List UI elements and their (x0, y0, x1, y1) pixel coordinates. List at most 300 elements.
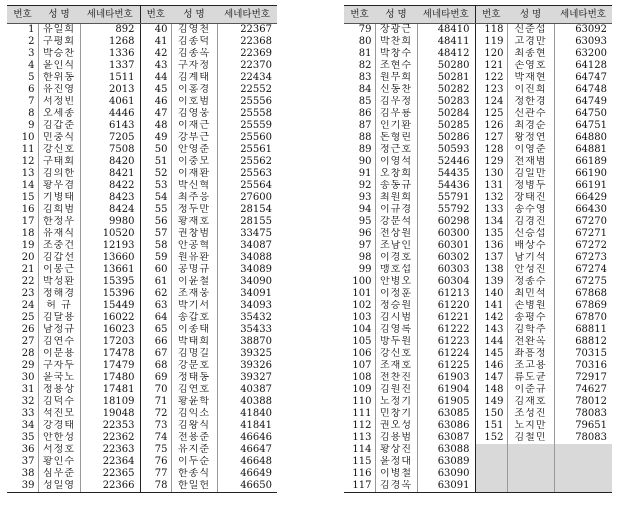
senator-id: 48410 (417, 24, 475, 37)
member-number: 85 (358, 96, 372, 107)
senator-id: 25560 (217, 132, 277, 144)
member-number: 93 (358, 192, 372, 203)
senator-id: 7205 (80, 132, 140, 144)
senator-id: 22434 (217, 72, 277, 84)
member-name: 이진희 (507, 84, 554, 96)
member-number: 150 (475, 408, 507, 420)
member-number: 114 (352, 444, 372, 455)
senator-id: 67272 (554, 240, 612, 252)
table-row (7, 120, 277, 132)
senator-id: 22368 (217, 36, 277, 48)
senator-id: 61222 (417, 324, 475, 336)
table-row (344, 108, 612, 120)
member-number: 64 (140, 312, 171, 324)
senator-id: 60298 (417, 216, 475, 228)
member-number: 67 (140, 348, 171, 360)
senator-id: 17478 (80, 348, 140, 360)
senator-id: 8422 (80, 180, 140, 192)
senator-id: 40387 (217, 384, 277, 396)
table-row (7, 420, 277, 432)
member-number: 57 (140, 228, 171, 240)
col-header-name: 성 명 (375, 6, 417, 24)
member-number: 69 (140, 372, 171, 384)
member-number: 101 (352, 288, 372, 299)
senator-id (554, 444, 612, 456)
senator-id: 17479 (80, 360, 140, 372)
table-row (7, 372, 277, 384)
senator-id: 46646 (217, 432, 277, 444)
member-number: 145 (475, 348, 507, 360)
member-name: 전재범 (507, 156, 554, 168)
member-name: 황윤학 (171, 396, 217, 408)
member-name: 송갑호 (171, 312, 217, 324)
member-number: 36 (21, 444, 35, 455)
senator-id: 17203 (80, 336, 140, 348)
col-header-senator-id: 세네타번호 (417, 6, 475, 24)
member-number: 39 (7, 480, 38, 493)
member-name: 민충식 (38, 132, 80, 144)
member-name: 한종식 (171, 468, 217, 480)
table-row (344, 348, 612, 360)
member-name: 돈형린 (375, 132, 417, 144)
member-name (507, 444, 554, 456)
table-row (7, 180, 277, 192)
member-name: 이준규 (507, 384, 554, 396)
member-name: 강부근 (171, 132, 217, 144)
member-name: 구자정 (171, 60, 217, 72)
member-name: 조남인 (375, 240, 417, 252)
member-number: 41 (140, 36, 171, 48)
member-number: 109 (352, 384, 372, 395)
member-name (507, 468, 554, 480)
member-number: 132 (475, 192, 507, 204)
member-number: 97 (358, 240, 372, 251)
member-number: 87 (358, 120, 372, 131)
member-name: 김경진 (507, 216, 554, 228)
senator-id: 22353 (80, 420, 140, 432)
member-name: 공명규 (171, 264, 217, 276)
member-number (475, 468, 507, 480)
table-row (7, 300, 277, 312)
member-name: 노정기 (375, 396, 417, 408)
member-name: 박찬희 (375, 36, 417, 48)
member-name: 유일희 (38, 24, 80, 37)
table-row (7, 192, 277, 204)
member-number: 151 (475, 420, 507, 432)
senator-id: 70315 (554, 348, 612, 360)
member-name: 김명길 (171, 348, 217, 360)
senator-id: 22369 (217, 48, 277, 60)
member-number: 21 (21, 264, 35, 275)
member-number (475, 456, 507, 468)
table-row (344, 36, 612, 48)
senator-id: 54435 (417, 168, 475, 180)
member-number: 86 (358, 108, 372, 119)
member-number: 112 (352, 420, 372, 431)
senator-id: 61224 (417, 348, 475, 360)
member-name (507, 456, 554, 468)
member-name: 김종덕 (171, 36, 217, 48)
member-name: 황인수 (38, 456, 80, 468)
senator-id: 63089 (417, 456, 475, 468)
senator-id: 78083 (554, 408, 612, 420)
table-row (344, 48, 612, 60)
table-row (7, 288, 277, 300)
member-number: 56 (140, 216, 171, 228)
member-number: 129 (475, 156, 507, 168)
senator-id: 50280 (417, 60, 475, 72)
member-name: 김갑선 (38, 252, 80, 264)
member-name: 황우겸 (38, 180, 80, 192)
table-row (344, 336, 612, 348)
senator-id: 67273 (554, 252, 612, 264)
senator-id: 67869 (554, 300, 612, 312)
senator-id: 63086 (417, 420, 475, 432)
member-name: 박재현 (507, 72, 554, 84)
member-name: 강경태 (38, 420, 80, 432)
member-name: 최경순 (507, 120, 554, 132)
table-row (344, 396, 612, 408)
member-number: 141 (475, 300, 507, 312)
senator-id: 892 (80, 24, 140, 37)
member-name: 왕정연 (507, 132, 554, 144)
member-name: 이정훈 (375, 288, 417, 300)
member-name: 배상수 (507, 240, 554, 252)
member-number: 54 (140, 192, 171, 204)
member-number: 58 (140, 240, 171, 252)
member-name: 송수영 (507, 204, 554, 216)
senator-id: 54436 (417, 180, 475, 192)
member-number: 63 (140, 300, 171, 312)
member-name: 안성진 (507, 264, 554, 276)
member-name: 전찬진 (375, 372, 417, 384)
member-name: 조재웅 (171, 288, 217, 300)
senator-id: 46649 (217, 468, 277, 480)
member-name: 이재근 (171, 120, 217, 132)
col-header-number: 번호 (7, 6, 38, 24)
member-number: 92 (358, 180, 372, 191)
member-name: 석진모 (38, 408, 80, 420)
member-name: 안병오 (375, 276, 417, 288)
senator-id: 22362 (80, 432, 140, 444)
table-row (344, 264, 612, 276)
member-number: 104 (352, 324, 372, 335)
senator-id: 66429 (554, 192, 612, 204)
member-name: 이영준 (507, 144, 554, 156)
member-name: 안영준 (171, 144, 217, 156)
senator-id: 22370 (217, 60, 277, 72)
table-row (344, 324, 612, 336)
member-number: 40 (140, 24, 171, 37)
senator-id: 33475 (217, 228, 277, 240)
senator-id: 67270 (554, 216, 612, 228)
member-name: 유진영 (38, 84, 80, 96)
member-number: 38 (21, 468, 35, 479)
member-number: 80 (358, 36, 372, 47)
col-header-number: 번호 (140, 6, 171, 24)
member-name: 남기석 (507, 252, 554, 264)
member-number: 139 (475, 276, 507, 288)
member-name: 최민석 (507, 288, 554, 300)
senator-id: 61223 (417, 336, 475, 348)
member-name: 원무희 (375, 72, 417, 84)
table-row (344, 24, 612, 37)
member-name: 황재호 (171, 216, 217, 228)
member-name: 이윤철 (171, 276, 217, 288)
member-name: 고경만 (507, 36, 554, 48)
senator-id: 63093 (554, 36, 612, 48)
member-name: 강문호 (171, 360, 217, 372)
member-name: 노지만 (507, 420, 554, 432)
member-name: 최주응 (171, 192, 217, 204)
table-row (7, 396, 277, 408)
senator-id: 6143 (80, 120, 140, 132)
table-row (7, 72, 277, 84)
member-number: 11 (21, 144, 35, 155)
member-name: 윤국노 (38, 372, 80, 384)
member-name: 허 규 (38, 300, 80, 312)
member-number: 82 (358, 60, 372, 71)
member-number: 142 (475, 312, 507, 324)
right-member-table (344, 5, 612, 493)
member-number: 68 (140, 360, 171, 372)
senator-id: 79651 (554, 420, 612, 432)
member-name: 강신호 (375, 348, 417, 360)
senator-id (554, 456, 612, 468)
member-number: 6 (28, 84, 35, 95)
member-number: 123 (475, 84, 507, 96)
senator-id: 34087 (217, 240, 277, 252)
member-name: 김희범 (38, 204, 80, 216)
member-name: 손병원 (507, 300, 554, 312)
header-row (7, 6, 277, 24)
member-name: 남정규 (38, 324, 80, 336)
senator-id: 8420 (80, 156, 140, 168)
member-number: 26 (21, 324, 35, 335)
member-name: 권창범 (171, 228, 217, 240)
senator-id: 64880 (554, 132, 612, 144)
member-name: 정용상 (38, 384, 80, 396)
senator-id: 10520 (80, 228, 140, 240)
member-name: 이재환 (171, 168, 217, 180)
senator-id: 61904 (417, 384, 475, 396)
member-number: 51 (140, 156, 171, 168)
member-number: 18 (21, 228, 35, 239)
senator-id: 60302 (417, 252, 475, 264)
table-row (7, 228, 277, 240)
member-number: 45 (140, 84, 171, 96)
senator-id: 34090 (217, 276, 277, 288)
table-row (344, 96, 612, 108)
member-number: 65 (140, 324, 171, 336)
table-row (7, 360, 277, 372)
member-name: 윤정대 (375, 456, 417, 468)
member-number: 44 (140, 72, 171, 84)
member-name: 원유환 (171, 252, 217, 264)
senator-id: 66189 (554, 156, 612, 168)
member-number: 74 (140, 432, 171, 444)
senator-id: 1268 (80, 36, 140, 48)
member-number: 131 (475, 180, 507, 192)
senator-id: 48411 (417, 36, 475, 48)
table-row (7, 432, 277, 444)
table-row (344, 444, 612, 456)
table-row (344, 456, 612, 468)
table-row (344, 360, 612, 372)
member-name: 김덕수 (38, 396, 80, 408)
member-number: 9 (28, 120, 35, 131)
senator-id: 1511 (80, 72, 140, 84)
member-name: 정태동 (171, 372, 217, 384)
member-name: 조고용 (507, 360, 554, 372)
senator-id: 28155 (217, 216, 277, 228)
member-name: 이두순 (171, 456, 217, 468)
member-number: 24 (21, 300, 35, 311)
senator-id: 61905 (417, 396, 475, 408)
senator-id: 50284 (417, 108, 475, 120)
col-header-name: 성 명 (38, 6, 80, 24)
member-number: 105 (352, 336, 372, 347)
member-number: 118 (475, 24, 507, 37)
member-name: 김영웅 (171, 108, 217, 120)
table-row (7, 60, 277, 72)
table-row (7, 48, 277, 60)
member-name: 인기환 (375, 120, 417, 132)
member-name: 김재호 (507, 396, 554, 408)
senator-id: 15396 (80, 288, 140, 300)
senator-id: 61903 (417, 372, 475, 384)
member-name: 안공혁 (171, 240, 217, 252)
senator-id: 19048 (80, 408, 140, 420)
member-number: 107 (352, 360, 372, 371)
member-number: 94 (358, 204, 372, 215)
member-name: 박창수 (375, 48, 417, 60)
member-name: 안한성 (38, 432, 80, 444)
member-number: 148 (475, 384, 507, 396)
senator-id: 22366 (80, 480, 140, 493)
member-number: 124 (475, 96, 507, 108)
member-name: 박승찬 (38, 48, 80, 60)
senator-id: 60300 (417, 228, 475, 240)
member-number: 62 (140, 288, 171, 300)
member-number: 110 (352, 396, 372, 407)
member-number: 115 (352, 456, 372, 467)
senator-id: 64881 (554, 144, 612, 156)
senator-id: 7508 (80, 144, 140, 156)
table-row (7, 252, 277, 264)
senator-id: 63085 (417, 408, 475, 420)
member-number: 152 (475, 432, 507, 444)
member-name: 기병태 (38, 192, 80, 204)
member-name: 유지준 (171, 444, 217, 456)
member-name: 송평수 (507, 312, 554, 324)
member-number: 59 (140, 252, 171, 264)
member-number: 81 (358, 48, 372, 59)
senator-id: 50593 (417, 144, 475, 156)
senator-id: 61220 (417, 300, 475, 312)
senator-id: 41840 (217, 408, 277, 420)
member-number: 47 (140, 108, 171, 120)
member-name: 오창희 (375, 168, 417, 180)
member-name: 김일만 (507, 168, 554, 180)
senator-id: 9980 (80, 216, 140, 228)
senator-id: 60301 (417, 240, 475, 252)
senator-id: 25559 (217, 120, 277, 132)
member-name: 한일헌 (171, 480, 217, 493)
member-number (475, 480, 507, 493)
senator-id: 63087 (417, 432, 475, 444)
member-number: 1 (28, 24, 35, 35)
table-row (7, 468, 277, 480)
member-number: 30 (21, 372, 35, 383)
member-name: 정해경 (38, 288, 80, 300)
member-number: 14 (21, 180, 35, 191)
member-name: 이호범 (171, 96, 217, 108)
member-number: 70 (140, 384, 171, 396)
table-row (7, 96, 277, 108)
member-name: 류도균 (507, 372, 554, 384)
member-name: 김익소 (171, 408, 217, 420)
table-row (7, 324, 277, 336)
member-number: 52 (140, 168, 171, 180)
table-row (344, 240, 612, 252)
senator-id: 35432 (217, 312, 277, 324)
member-number: 130 (475, 168, 507, 180)
col-header-senator-id: 세네타번호 (80, 6, 140, 24)
senator-id: 38870 (217, 336, 277, 348)
member-name: 김우룡 (375, 108, 417, 120)
senator-id: 68812 (554, 336, 612, 348)
member-name: 조성진 (507, 408, 554, 420)
member-name: 이봉근 (38, 264, 80, 276)
member-number: 73 (140, 420, 171, 432)
member-number: 20 (21, 252, 35, 263)
member-number: 119 (475, 36, 507, 48)
senator-id: 39325 (217, 348, 277, 360)
senator-id: 67271 (554, 228, 612, 240)
member-name: 황상진 (375, 444, 417, 456)
table-row (344, 384, 612, 396)
member-number: 98 (358, 252, 372, 263)
table-row (344, 252, 612, 264)
member-name: 김의한 (38, 168, 80, 180)
member-number: 149 (475, 396, 507, 408)
member-name: 이영석 (375, 156, 417, 168)
member-number: 35 (21, 432, 35, 443)
member-name: 신준섭 (507, 24, 554, 37)
table-row (7, 240, 277, 252)
member-number: 91 (358, 168, 372, 179)
senator-id: 22365 (80, 468, 140, 480)
senator-id: 61221 (417, 312, 475, 324)
member-name: 최종현 (507, 48, 554, 60)
member-name: 최원희 (375, 192, 417, 204)
member-number: 136 (475, 240, 507, 252)
member-number: 88 (358, 132, 372, 143)
member-name: 정근호 (375, 144, 417, 156)
member-number: 48 (140, 120, 171, 132)
member-name: 정승원 (375, 300, 417, 312)
senator-id: 40388 (217, 396, 277, 408)
member-name: 정한경 (507, 96, 554, 108)
member-number: 127 (475, 132, 507, 144)
member-name: 조중건 (38, 240, 80, 252)
member-number: 5 (28, 72, 35, 83)
table-row (7, 108, 277, 120)
member-name: 김경옥 (375, 480, 417, 493)
table-row (344, 168, 612, 180)
table-row (344, 228, 612, 240)
